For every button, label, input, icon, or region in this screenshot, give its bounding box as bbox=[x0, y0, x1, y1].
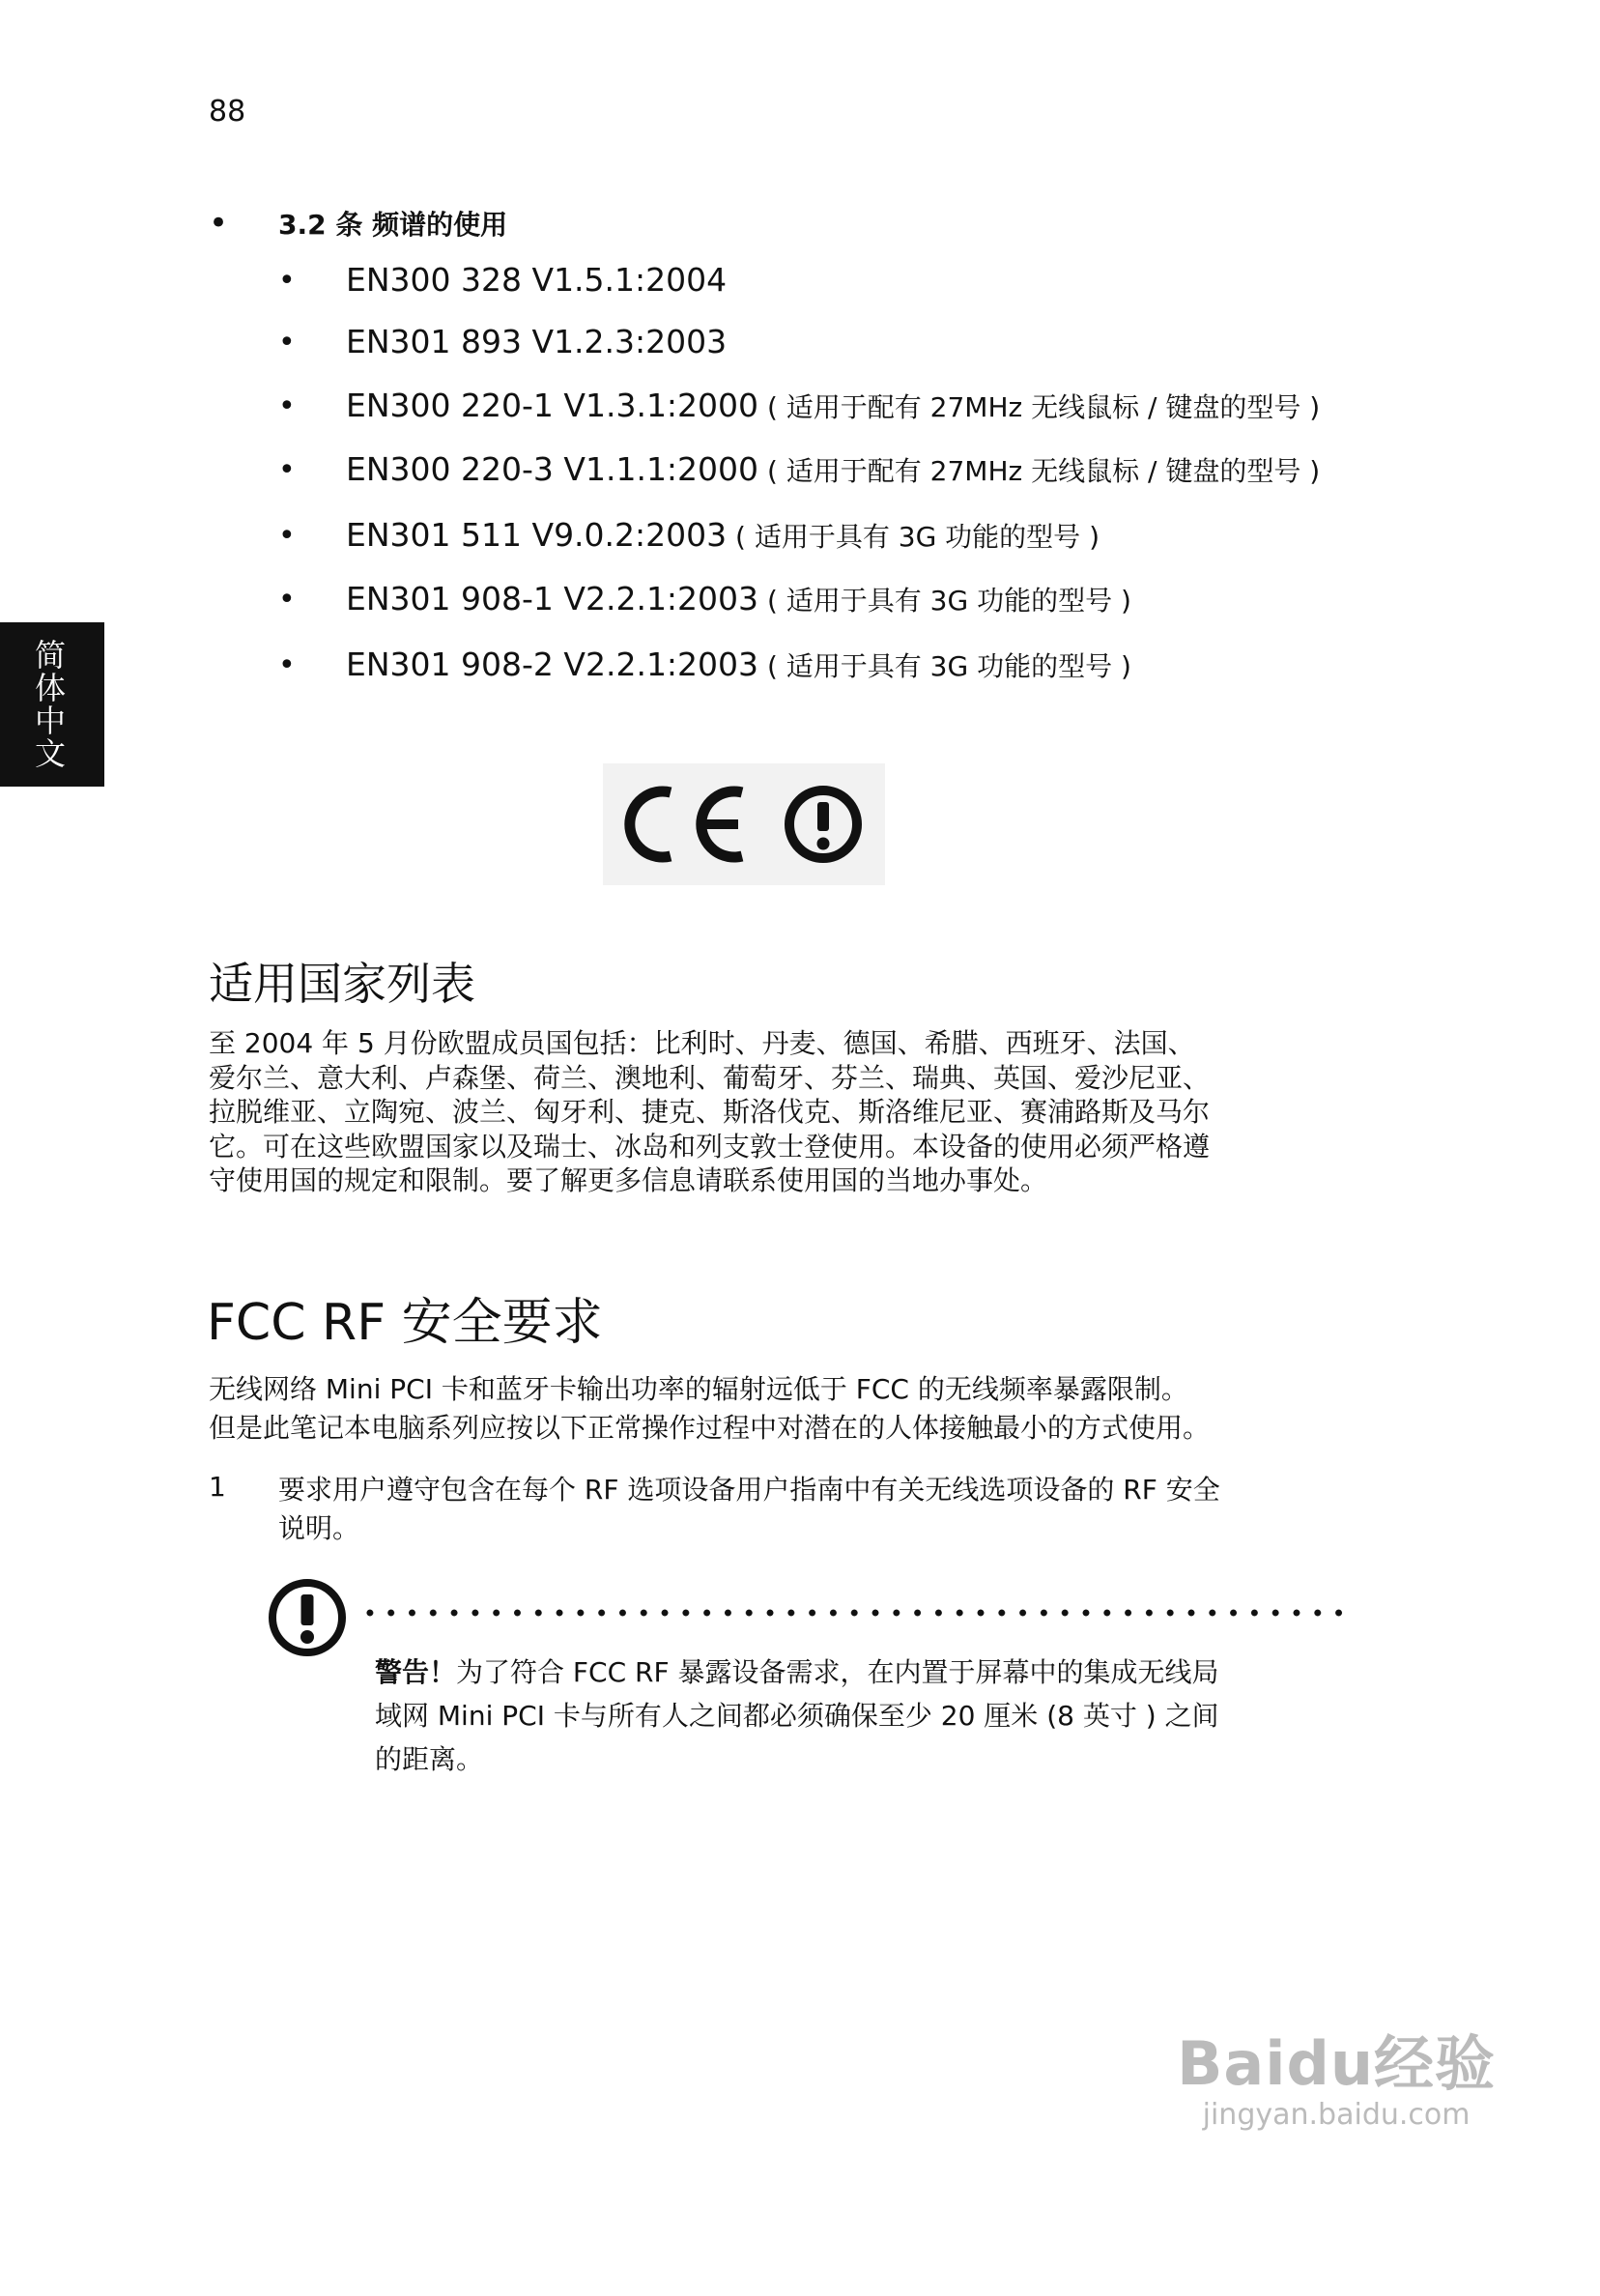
ce-mark bbox=[603, 763, 885, 885]
standard-note: ( 适用于配有 27MHz 无线鼠标 / 键盘的型号 ) bbox=[758, 391, 1321, 423]
clause-bullet: • bbox=[209, 204, 229, 243]
standard-code: EN301 511 V9.0.2:2003 bbox=[346, 516, 728, 554]
fcc-intro: 无线网络 Mini PCI 卡和蓝牙卡输出功率的辐射远低于 FCC 的无线频率暴露限制。 但是此笔记本电脑系列应按以下正常操作过程中对潜在的人体接触最小的方式使用。 bbox=[209, 1373, 1211, 1444]
language-tab bbox=[0, 622, 104, 787]
countries-paragraph: 至 2004 年 5 月份欧盟成员国包括：比利时、丹麦、德国、希腊、西班牙、法国、 爱尔兰、意大利、卢森堡、荷兰、澳地利、葡萄牙、芬兰、瑞典、英国、爱沙尼亚、 拉脱维亚、立陶宛、波兰、匈牙利、捷克、斯洛伐克、斯洛维尼亚、赛浦路斯及马尔 它。可在这些欧盟国家以及瑞士、冰岛和列支敦士登使用。本设备的使用必须严格遵 守使用国的规定和限制。要了解更多信息请联系使用国的当地办事处。 bbox=[209, 1027, 1211, 1196]
language-tab-label: 简体中文 bbox=[30, 639, 67, 770]
standard-note: ( 适用于具有 3G 功能的型号 ) bbox=[758, 650, 1131, 682]
clause-heading: 3.2 条 频谱的使用 bbox=[278, 209, 508, 241]
standard-note: ( 适用于具有 3G 功能的型号 ) bbox=[727, 521, 1100, 553]
fcc-item-number: 1 bbox=[209, 1471, 226, 1503]
warning-text: 警告！为了符合 FCC RF 暴露设备需求，在内置于屏幕中的集成无线局 域网 Mini PCI 卡与所有人之间都必须确保至少 20 厘米 (8 英寸 ) 之间 的距离。 bbox=[375, 1656, 1219, 1775]
warning-icon bbox=[267, 1577, 348, 1662]
watermark-url: jingyan.baidu.com bbox=[1202, 2098, 1471, 2132]
countries-heading: 适用国家列表 bbox=[209, 958, 475, 1010]
standard-code: EN300 328 V1.5.1:2004 bbox=[346, 261, 728, 299]
warning-label: 警告！ bbox=[375, 1656, 457, 1688]
standard-note: ( 适用于配有 27MHz 无线鼠标 / 键盘的型号 ) bbox=[758, 455, 1321, 487]
standard-code: EN300 220-1 V1.3.1:2000 bbox=[346, 387, 759, 424]
fcc-heading: FCC RF 安全要求 bbox=[207, 1294, 603, 1352]
watermark bbox=[1177, 2016, 1496, 2132]
fcc-item-text: 要求用户遵守包含在每个 RF 选项设备用户指南中有关无线选项设备的 RF 安全 说明。 bbox=[278, 1474, 1220, 1544]
standard-code: EN300 220-3 V1.1.1:2000 bbox=[346, 450, 759, 488]
standard-code: EN301 893 V1.2.3:2003 bbox=[346, 323, 728, 360]
ce-alert-mark-icon bbox=[603, 763, 885, 885]
standard-code: EN301 908-1 V2.2.1:2003 bbox=[346, 580, 759, 617]
warning-divider bbox=[359, 1608, 1343, 1618]
page-number: 88 bbox=[209, 95, 246, 129]
watermark-logo: Baidu经验 bbox=[1177, 2028, 1496, 2099]
standard-note: ( 适用于具有 3G 功能的型号 ) bbox=[758, 585, 1131, 617]
standard-code: EN301 908-2 V2.2.1:2003 bbox=[346, 646, 759, 683]
